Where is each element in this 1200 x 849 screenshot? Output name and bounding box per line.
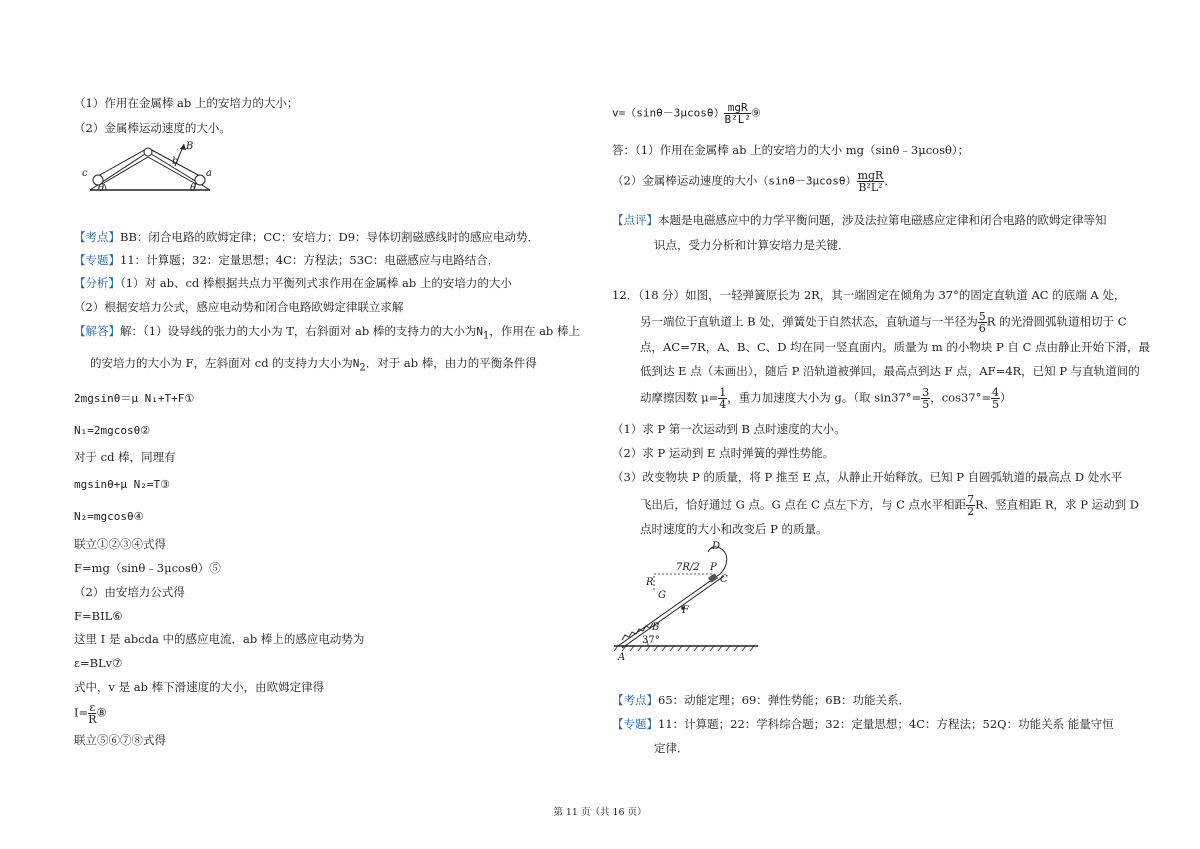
zhuanti-text2-right: 定律．: [654, 741, 689, 755]
kaodian-text-right: 65：动能定理；69：弹性势能；6B：功能关系．: [658, 693, 911, 707]
eq9-den: B²L²: [724, 113, 751, 126]
eq3: mgsinθ+μ N₂=T③: [74, 478, 170, 491]
q12-frac-cos: [991, 387, 1000, 410]
q12-sub3-line2-b: R、竖直相距 R，求 P 运动到 D: [975, 497, 1139, 512]
eq9-lhs: v=（sinθ－3μcosθ）: [612, 106, 725, 120]
fig1-label-a: a: [206, 168, 212, 179]
dianping-text2: 识点，受力分析和计算安培力是关键．: [654, 238, 850, 252]
fig2-label-B: B: [652, 622, 660, 633]
jieda-tag: 【解答】: [74, 324, 120, 338]
zhuanti-tag: 【专题】: [74, 253, 120, 267]
q12-frac-mu-num: 1: [719, 386, 727, 399]
q12-line5-c: ，cos37°=: [930, 390, 991, 405]
q12-line4: 低到达 E 点（未画出），随后 P 沿轨道被弹回，最高点到达 F 点，AF=4R，已知 P 与直轨道间的: [640, 364, 1140, 378]
kaodian-text: BB：闭合电路的欧姆定律；CC：安培力；D9：导体切割磁感线时的感应电动势．: [120, 230, 540, 244]
fig2-label-F: F: [682, 605, 689, 616]
fig1-label-c: c: [82, 168, 88, 179]
eq5: F=mg（sinθ﹣3μcosθ）⑤: [74, 561, 221, 575]
q11-part1: （1）作用在金属棒 ab 上的安培力的大小；: [74, 96, 299, 110]
q12-sub1: （1）求 P 第一次运动到 B 点时速度的大小。: [612, 422, 846, 436]
q12-line5-b: ，重力加速度大小为 g。（取 sin37°=: [727, 390, 922, 405]
fig2-label-A: A: [618, 652, 626, 663]
dianping-line1: [612, 213, 1107, 227]
eq2: N₁=2mgcosθ②: [74, 424, 151, 437]
q12-frac-cos-den: 5: [992, 398, 999, 411]
page-footer: 第 11 页（共 16 页）: [553, 807, 647, 818]
fenxi-tag: 【分析】: [74, 276, 120, 290]
fig2-label-D: D: [712, 541, 721, 552]
kaodian-tag-right: 【考点】: [612, 693, 658, 707]
answer2-pre: （2）金属棒运动速度的大小: [612, 173, 758, 188]
figure-spring-incline: [610, 540, 770, 660]
q12-frac-mu: [718, 387, 727, 410]
answer2-fraction: [857, 170, 885, 193]
answer2: [612, 170, 896, 193]
dianping-text1: 本题是电磁感应中的力学平衡问题，涉及法拉第电磁感应定律和闭合电路的欧姆定律等知: [658, 213, 1107, 227]
line-cd: 对于 cd 棒，同理有: [74, 450, 176, 464]
zhuanti-text-right: 11：计算题；22：学科综合题；32：定量思想；4C：方程法；52Q：功能关系 能量守恒: [658, 717, 1114, 731]
q12-sub3-line2-a: 飞出后，恰好通过 G 点。G 点在 C 点左下方，与 C 点水平相距: [640, 497, 967, 512]
q12-frac-mu-den: 4: [719, 398, 727, 411]
jieda-line2: [90, 356, 537, 375]
q12-frac-sin-den: 5: [922, 398, 930, 411]
q12-frac-7-2-den: 2: [967, 505, 975, 518]
q12-sub3-line3: 点时速度的大小和改变后 P 的质量。: [640, 522, 828, 536]
zhuanti-text: 11：计算题；32：定量思想；4C：方程法；53C：电磁感应与电路结合．: [120, 253, 500, 267]
answer2-den: B²L²: [858, 181, 883, 194]
q11-part2: （2）金属棒运动速度的大小。: [74, 121, 231, 135]
eq8: [74, 702, 107, 725]
jieda-text1: 解：（1）设导线的张力的大小为 T，右斜面对 ab 棒的支持力的大小为: [120, 324, 477, 338]
q12-line3: 点，AC=7R，A、B、C、D 均在同一竖直面内。质量为 m 的小物块 P 自 C 点由静止开始下滑，最: [640, 340, 1151, 354]
q12-frac-7-2-num: 7: [967, 493, 975, 506]
answer2-expr: （sinθ－3μcosθ）: [757, 174, 857, 188]
q12-line5-a: 动摩擦因数 μ=: [640, 390, 719, 405]
jieda-text1-end: ，作用在 ab 棒上: [489, 324, 580, 338]
eq9-fraction: [724, 102, 751, 125]
symbol-N2-sub: 2: [359, 362, 366, 374]
eq9: [612, 102, 761, 125]
jieda-line1: [74, 324, 580, 343]
q12-frac-cos-num: 4: [992, 386, 999, 399]
kaodian-line-right: [612, 693, 910, 707]
eq8-lhs: I=: [74, 705, 89, 720]
fig1-label-theta-right: θ: [190, 183, 197, 194]
q12-sub2: （2）求 P 运动到 E 点时弹簧的弹性势能。: [612, 446, 835, 460]
eq1: 2mgsinθ＝μ N₁+T+F①: [74, 392, 195, 405]
eq6: F=BIL⑥: [74, 609, 123, 623]
fig1-label-theta-left: θ: [98, 183, 105, 194]
answer2-num: mgR: [857, 169, 884, 182]
eq9-num: mgR: [724, 102, 751, 114]
q12-frac-5-6: [978, 311, 987, 334]
part2: （2）由安培力公式得: [74, 585, 185, 599]
eq8-num: ε: [89, 701, 96, 714]
eq4: N₂=mgcosθ④: [74, 510, 144, 523]
fig2-label-G: G: [658, 590, 666, 601]
q12-line5: [640, 387, 1012, 410]
q12-frac-sin: [921, 387, 930, 410]
eq8-den: R: [88, 713, 97, 726]
fig2-label-angle: 37°: [642, 635, 660, 646]
line-I: 这里 I 是 abcda 中的感应电流．ab 棒上的感应电动势为: [74, 632, 365, 646]
q12-frac-7-2: [966, 494, 975, 517]
fenxi-text2: （2）根据安培力公式，感应电动势和闭合电路欧姆定律联立求解: [74, 300, 404, 314]
fig2-label-C: C: [720, 574, 728, 585]
fenxi-line: [74, 276, 512, 290]
fig2-label-P: P: [710, 562, 717, 573]
fig1-label-B: B: [186, 141, 194, 152]
eq7: ε=BLv⑦: [74, 656, 123, 670]
jieda-text2: 的安培力的大小为 F，左斜面对 cd 的支持力大小为: [90, 356, 353, 370]
q12-frac-5-6-num: 5: [978, 310, 986, 323]
kaodian-line: [74, 230, 539, 244]
symbol-N1-sub: 1: [483, 330, 490, 342]
q12-sub3-line1: （3）改变物块 P 的质量，将 P 推至 E 点，从静止开始释放。已知 P 自圆弧轨道的最高点 D 处水平: [612, 470, 1123, 484]
symbol-N2: N: [352, 357, 360, 370]
fig2-label-dist: 7R/2: [676, 562, 700, 573]
fig2-label-R: R: [646, 577, 654, 588]
fenxi-text: （1）对 ab、cd 棒根据共点力平衡列式求作用在金属棒 ab 上的安培力的大小: [120, 276, 512, 290]
q12-frac-5-6-den: 6: [978, 322, 986, 335]
line-v: 式中，v 是 ab 棒下滑速度的大小，由欧姆定律得: [74, 680, 325, 694]
q12-line2-b: R 的光滑圆弧轨道相切于 C: [986, 314, 1127, 329]
q12-line2-a: 另一端位于直轨道上 B 处，弹簧处于自然状态，直轨道与一半径为: [640, 314, 978, 329]
q12-frac-sin-num: 3: [922, 386, 930, 399]
fig1-label-b: b: [172, 156, 179, 167]
answer2-end: ．: [884, 173, 896, 188]
eq8-mark: ⑧: [96, 705, 107, 720]
q12-line1: 12．（18 分）如图，一轻弹簧原长为 2R，其一端固定在倾角为 37°的固定直轨道 AC 的底端 A 处，: [612, 288, 1126, 302]
q12-sub3-line2: [640, 494, 1139, 517]
lianli2: 联立⑤⑥⑦⑧式得: [74, 733, 166, 747]
zhuanti-line: [74, 253, 499, 267]
zhuanti-tag-right: 【专题】: [612, 717, 658, 731]
q12-line2: [640, 311, 1127, 334]
symbol-N1: N: [476, 325, 484, 338]
eq9-mark: ⑨: [750, 106, 761, 120]
answer1: 答：（1）作用在金属棒 ab 上的安培力的大小 mg（sinθ﹣3μcosθ）；: [612, 143, 970, 157]
jieda-text2-end: ．对于 ab 棒，由力的平衡条件得: [365, 356, 537, 370]
lianli1: 联立①②③④式得: [74, 537, 166, 551]
dianping-tag: 【点评】: [612, 213, 658, 227]
zhuanti-line-right: [612, 717, 1114, 731]
q12-line5-d: ）: [1000, 390, 1012, 405]
kaodian-tag: 【考点】: [74, 230, 120, 244]
